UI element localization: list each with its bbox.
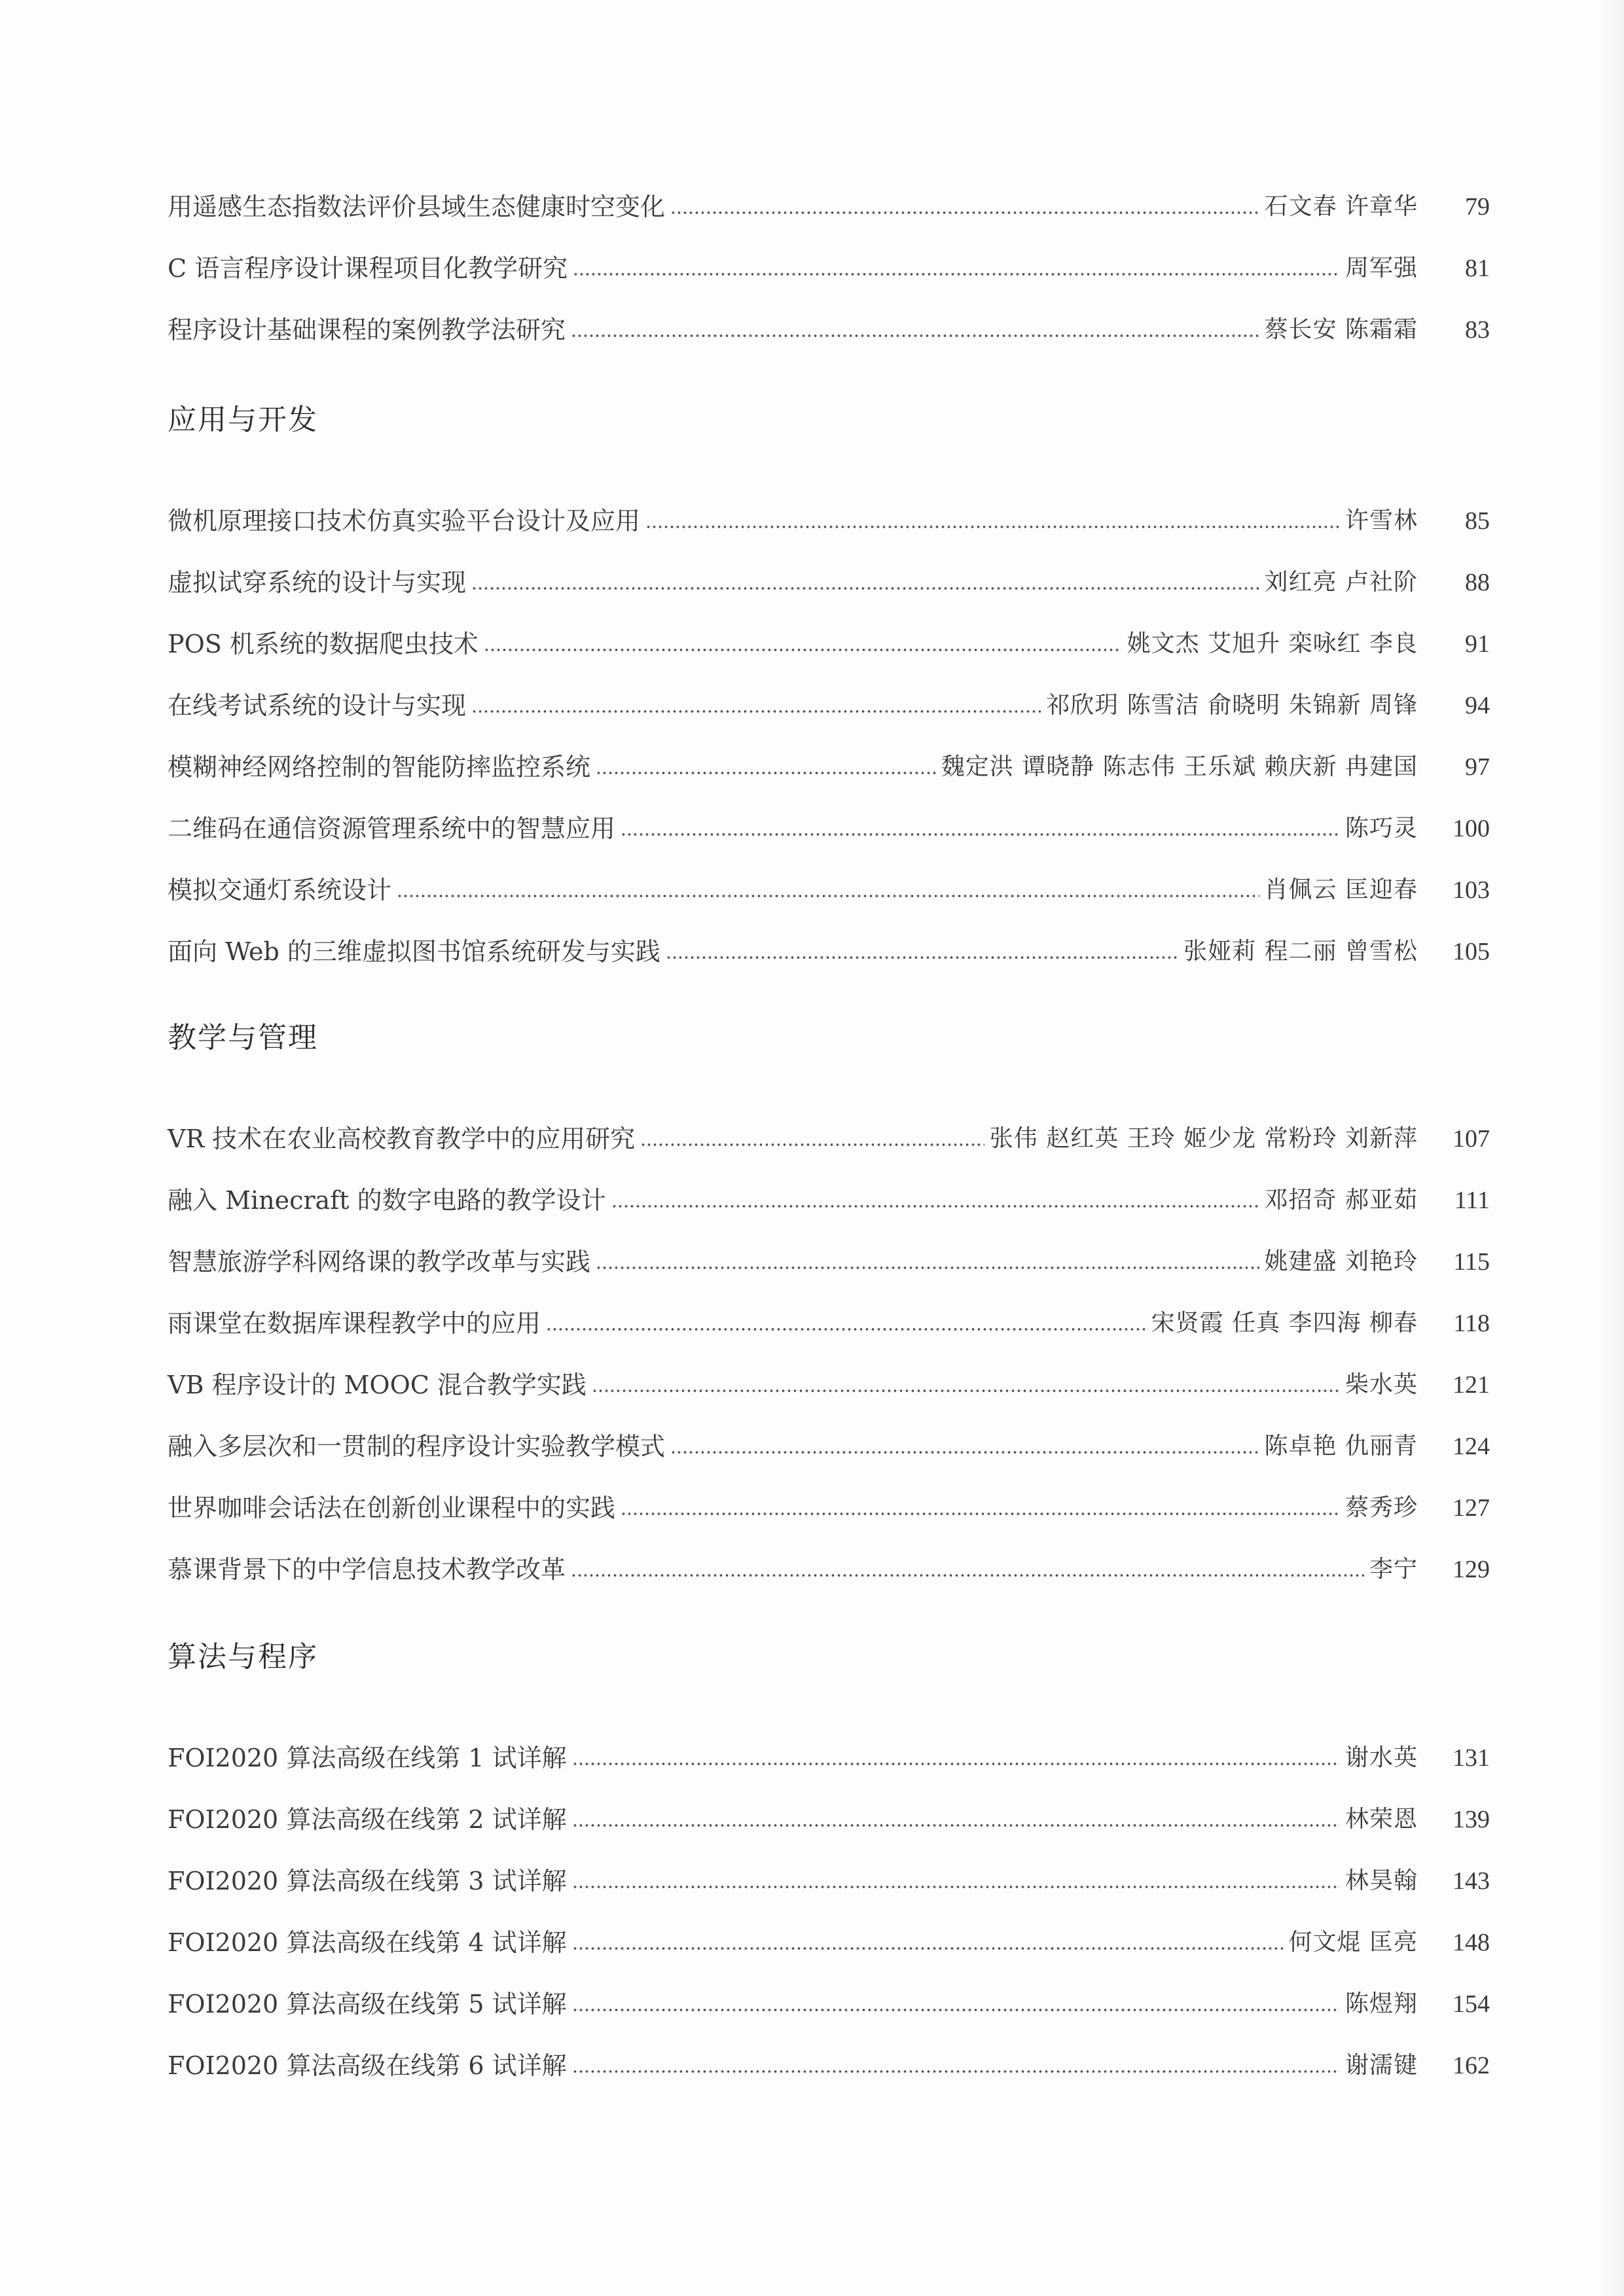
dot-leader (621, 1512, 1340, 1516)
dot-leader (572, 2070, 1340, 2073)
dot-leader (571, 334, 1259, 338)
toc-entry[interactable] (168, 501, 1490, 541)
page-edge-shadow (1598, 0, 1624, 2296)
entry-title: FOI2020 算法高级在线第 6 试详解 (168, 2051, 567, 2080)
entry-title: 二维码在通信资源管理系统中的智慧应用 (168, 814, 616, 843)
entry-page-number: 124 (1453, 1433, 1490, 1460)
entry-authors: 魏定洪 谭晓静 陈志伟 王乐斌 赖庆新 冉建国 (941, 753, 1418, 780)
entry-title: 在线考试系统的设计与实现 (168, 691, 467, 720)
entry-page-number: 100 (1453, 815, 1490, 842)
entry-page-number: 94 (1465, 692, 1490, 719)
dot-leader (471, 586, 1259, 590)
dot-leader (645, 525, 1340, 529)
entry-title: POS 机系统的数据爬虫技术 (168, 630, 478, 658)
entry-authors: 李宁 (1369, 1556, 1418, 1583)
entry-page-number: 105 (1453, 938, 1490, 965)
toc-entry[interactable] (168, 1488, 1490, 1528)
entry-authors: 林荣恩 (1344, 1806, 1418, 1833)
entry-title: FOI2020 算法高级在线第 3 试详解 (168, 1867, 567, 1895)
entry-page-number: 129 (1453, 1556, 1490, 1583)
dot-leader (572, 2008, 1340, 2012)
toc-entry[interactable] (168, 870, 1490, 910)
entry-title: 融入多层次和一贯制的程序设计实验教学模式 (168, 1432, 666, 1461)
toc-entry[interactable] (168, 1365, 1490, 1405)
entry-page-number: 115 (1453, 1248, 1490, 1276)
toc-entry[interactable] (168, 1984, 1490, 2024)
entry-title: 程序设计基础课程的案例教学法研究 (168, 315, 566, 344)
entry-authors: 谢濡键 (1344, 2052, 1418, 2079)
entry-authors: 陈巧灵 (1344, 815, 1418, 842)
entry-authors: 陈煜翔 (1344, 1990, 1418, 2017)
dot-leader (484, 648, 1122, 652)
entry-authors: 林昊翰 (1344, 1867, 1418, 1894)
entry-title: 融入 Minecraft 的数字电路的教学设计 (168, 1186, 606, 1215)
entry-title: FOI2020 算法高级在线第 2 试详解 (168, 1805, 567, 1834)
entry-authors: 许雪林 (1344, 507, 1418, 534)
entry-authors: 蔡秀珍 (1344, 1494, 1418, 1521)
entry-authors: 张伟 赵红英 王玲 姬少龙 常粉玲 刘新萍 (989, 1125, 1418, 1152)
entry-authors: 周军强 (1344, 255, 1418, 281)
toc-entry[interactable] (168, 1550, 1490, 1589)
entry-title: 模糊神经网络控制的智能防摔监控系统 (168, 753, 591, 781)
entry-page-number: 97 (1465, 753, 1490, 781)
entry-title: FOI2020 算法高级在线第 1 试详解 (168, 1744, 567, 1772)
entry-title: 面向 Web 的三维虚拟图书馆系统研发与实践 (168, 937, 660, 966)
dot-leader (573, 272, 1340, 276)
entry-authors: 陈卓艳 仇丽青 (1264, 1433, 1418, 1460)
dot-leader (571, 1573, 1364, 1577)
entry-authors: 邓招奇 郝亚茹 (1264, 1187, 1418, 1213)
dot-leader (666, 956, 1178, 960)
toc-entry[interactable] (168, 686, 1490, 725)
entry-authors: 石文春 许章华 (1264, 193, 1418, 220)
entry-authors: 何文焜 匡亮 (1288, 1929, 1418, 1956)
entry-authors: 姚建盛 刘艳玲 (1264, 1248, 1418, 1275)
dot-leader (670, 1450, 1259, 1454)
dot-leader (640, 1143, 984, 1147)
entry-authors: 祁欣玥 陈雪洁 俞晓明 朱锦新 周锋 (1046, 692, 1418, 719)
section-heading-algorithms: 算法与程序 (168, 1640, 318, 1674)
entry-authors: 肖佩云 匡迎春 (1264, 876, 1418, 903)
toc-entry[interactable] (168, 310, 1490, 350)
entry-authors: 张娅莉 程二丽 曾雪松 (1183, 938, 1418, 965)
entry-title: FOI2020 算法高级在线第 4 试详解 (168, 1928, 567, 1957)
entry-page-number: 148 (1453, 1929, 1490, 1956)
entry-page-number: 107 (1453, 1125, 1490, 1153)
entry-title: 虚拟试穿系统的设计与实现 (168, 568, 467, 597)
entry-title: FOI2020 算法高级在线第 5 试详解 (168, 1990, 567, 2018)
toc-entry[interactable] (168, 809, 1490, 848)
entry-authors: 蔡长安 陈霜霜 (1264, 316, 1418, 343)
entry-title: 慕课背景下的中学信息技术教学改革 (168, 1555, 566, 1584)
dot-leader (670, 211, 1259, 215)
toc-entry[interactable] (168, 747, 1490, 787)
toc-entry[interactable] (168, 2046, 1490, 2085)
entry-page-number: 81 (1465, 255, 1490, 282)
dot-leader (471, 709, 1041, 713)
entry-page-number: 85 (1465, 507, 1490, 535)
section-heading-application: 应用与开发 (168, 403, 318, 437)
dot-leader (611, 1204, 1259, 1208)
entry-page-number: 131 (1453, 1744, 1490, 1772)
entry-authors: 柴水英 (1344, 1371, 1418, 1398)
entry-title: 模拟交通灯系统设计 (168, 876, 392, 905)
entry-authors: 姚文杰 艾旭升 栾咏红 李良 (1127, 630, 1418, 657)
entry-title: 雨课堂在数据库课程教学中的应用 (168, 1309, 541, 1338)
entry-authors: 宋贤霞 任真 李四海 柳春 (1151, 1310, 1418, 1336)
toc-entry[interactable] (168, 624, 1490, 664)
toc-entry[interactable] (168, 249, 1490, 288)
entry-page-number: 154 (1453, 1990, 1490, 2018)
entry-authors: 刘红亮 卢社阶 (1264, 569, 1418, 596)
entry-title: VR 技术在农业高校教育教学中的应用研究 (168, 1124, 636, 1153)
toc-entry[interactable] (168, 932, 1490, 971)
toc-entry[interactable] (168, 1861, 1490, 1901)
entry-page-number: 83 (1465, 316, 1490, 344)
section-heading-teaching: 教学与管理 (168, 1021, 318, 1054)
entry-authors: 谢水英 (1344, 1744, 1418, 1771)
entry-page-number: 143 (1453, 1867, 1490, 1895)
toc-entry[interactable] (168, 1119, 1490, 1158)
entry-title: 智慧旅游学科网络课的教学改革与实践 (168, 1247, 591, 1276)
entry-page-number: 118 (1453, 1310, 1490, 1337)
toc-entry[interactable] (168, 563, 1490, 602)
entry-page-number: 127 (1453, 1494, 1490, 1522)
toc-entry[interactable] (168, 1304, 1490, 1343)
dot-leader (397, 894, 1259, 898)
dot-leader (596, 1266, 1259, 1270)
entry-title: 世界咖啡会话法在创新创业课程中的实践 (168, 1494, 616, 1522)
dot-leader (572, 1823, 1340, 1827)
toc-entry[interactable] (168, 1800, 1490, 1839)
entry-page-number: 91 (1465, 630, 1490, 658)
dot-leader (621, 833, 1340, 836)
dot-leader (572, 1762, 1340, 1766)
toc-entry[interactable] (168, 1427, 1490, 1466)
entry-page-number: 79 (1465, 193, 1490, 221)
toc-entry[interactable] (168, 187, 1490, 226)
entry-title: C 语言程序设计课程项目化教学研究 (168, 254, 568, 283)
entry-title: 用遥感生态指数法评价县域生态健康时空变化 (168, 192, 666, 221)
entry-title: VB 程序设计的 MOOC 混合教学实践 (168, 1371, 586, 1399)
toc-entry[interactable] (168, 1181, 1490, 1220)
dot-leader (572, 1885, 1340, 1889)
toc-entry[interactable] (168, 1923, 1490, 1962)
dot-leader (596, 771, 936, 775)
entry-page-number: 121 (1453, 1371, 1490, 1399)
dot-leader (572, 1946, 1284, 1950)
entry-title: 微机原理接口技术仿真实验平台设计及应用 (168, 507, 641, 535)
entry-page-number: 139 (1453, 1806, 1490, 1833)
toc-entry[interactable] (168, 1242, 1490, 1282)
toc-entry[interactable] (168, 1738, 1490, 1778)
entry-page-number: 88 (1465, 569, 1490, 596)
entry-page-number: 162 (1453, 2052, 1490, 2079)
dot-leader (592, 1389, 1340, 1393)
dot-leader (546, 1327, 1146, 1331)
entry-page-number: 103 (1453, 876, 1490, 904)
entry-page-number: 111 (1454, 1187, 1490, 1214)
